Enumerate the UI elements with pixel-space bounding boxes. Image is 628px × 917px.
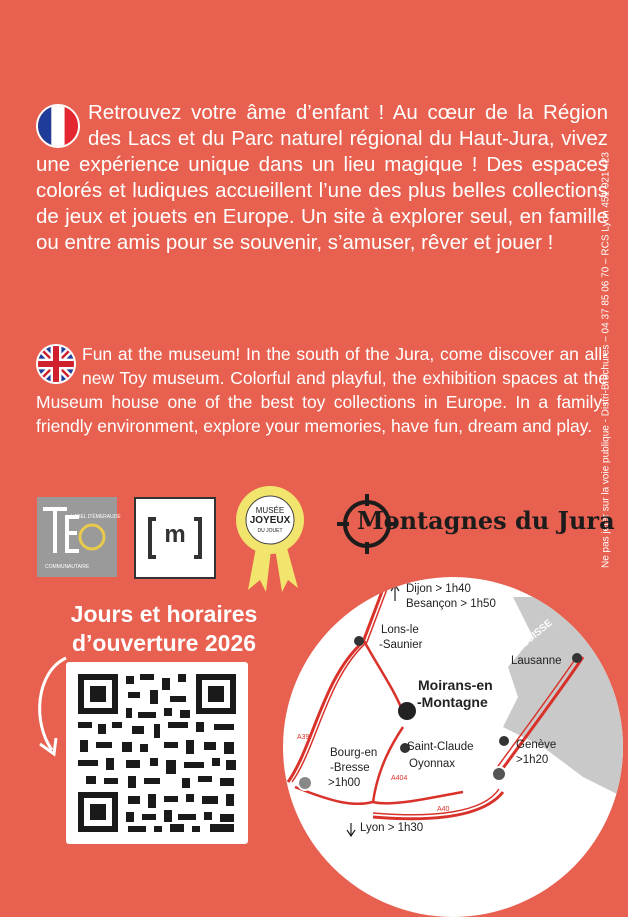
map-label-lyon: Lyon > 1h30 (360, 822, 424, 834)
english-text: Fun at the museum! In the south of the Jura, come discover an all-new Toy museum. Colorful and playful, the exhibition spaces at the Museum house one of the best toy collections in Europe. In a family-friendly environment, explore your memories, have fun, dream and play. (36, 344, 608, 436)
location-map (283, 577, 623, 917)
museum-logo (134, 497, 216, 579)
map-label-lons-1: Lons-le (381, 624, 419, 636)
map-label-besancon: Besançon > 1h50 (406, 598, 496, 610)
side-legal-note: Ne pas jeter sur la voie publique - Distri-Brochures – 04 37 85 06 70 – RCS Lyon 451 921 423 (600, 152, 612, 568)
label-logo-subtitle: COMMUNAUTAIRE (45, 564, 90, 570)
opening-hours-line2: d’ouverture 2026 (71, 630, 257, 656)
french-text: Retrouvez votre âme d’enfant ! Au cœur de la Région des Lacs et du Parc naturel régional du Haut-Jura, vivez une expérience unique dans un lieu magique ! Des espaces colorés et ludiques accueillent l’une des plus belles collections de jeux et jouets en Europe. Un site à explorer seul, en famille ou entre amis pour se souvenir, s’amuser, rêver et jouer ! (36, 101, 608, 254)
map-label-a404: A404 (391, 775, 408, 782)
montagnes-du-jura-text: Montagnes du Jura (357, 506, 615, 535)
map-label-suisse: SUISSE (519, 617, 555, 650)
rosette-line2: JOYEUX (249, 515, 291, 526)
english-paragraph (36, 342, 608, 438)
label-logo-title: LABEL D'ÉMERAUDE (71, 514, 121, 520)
map-label-bourg-3: >1h00 (328, 777, 361, 789)
map-label-a40: A40 (437, 806, 450, 813)
map-label-oyonnax: Oyonnax (409, 758, 456, 770)
map-label-moirans-2: -Montagne (417, 694, 488, 710)
french-flag-icon (36, 104, 80, 148)
museum-logo-letter: m (164, 521, 186, 548)
rosette-line3: DU JOUET (257, 528, 283, 534)
opening-hours-heading (40, 600, 288, 658)
montagnes-du-jura-logo (335, 492, 615, 556)
label-logo (37, 497, 121, 577)
map-label-geneve-2: >1h20 (516, 754, 549, 766)
opening-hours-line1: Jours et horaires (70, 601, 258, 627)
qr-code-pattern (66, 662, 248, 844)
french-paragraph (36, 100, 608, 256)
map-label-saint-claude: Saint-Claude (407, 741, 474, 753)
map-label-dijon: Dijon > 1h40 (406, 583, 471, 595)
map-label-lausanne: Lausanne (511, 655, 562, 667)
uk-flag-icon (36, 344, 76, 384)
map-label-lons-2: -Saunier (379, 639, 423, 651)
qr-code[interactable] (66, 662, 248, 844)
map-label-a39: A39 (297, 734, 310, 741)
map-label-bourg-1: Bourg-en (330, 747, 378, 759)
map-label-geneve-1: Genève (516, 739, 557, 751)
map-label-bourg-2: -Bresse (330, 762, 370, 774)
map-label-moirans-1: Moirans-en (418, 677, 493, 693)
rosette-line1: MUSÉE (255, 506, 285, 515)
